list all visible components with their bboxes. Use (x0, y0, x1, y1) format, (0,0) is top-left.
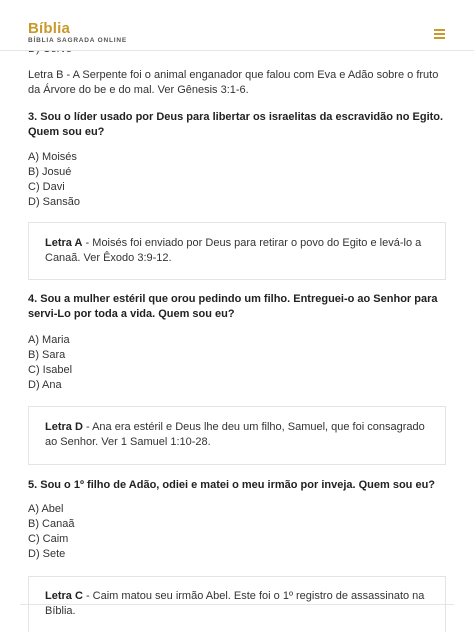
option-a: A) Moisés (28, 151, 77, 163)
option-d: D) Sansão (28, 196, 80, 208)
option-c: C) Isabel (28, 364, 73, 376)
question-3-title: 3. Sou o líder usado por Deus para libertar os israelitas da escravidão no Egito. Quem sou eu? (28, 111, 444, 138)
option-b: B) Josué (28, 166, 72, 178)
question-5-title: 5. Sou o 1º filho de Adão, odiei e matei o meu irmão por inveja. Quem sou eu? (28, 479, 436, 491)
answer-box-4 (28, 406, 446, 465)
question-4-options (28, 333, 72, 393)
option-a: A) Abel (28, 503, 64, 515)
question-4-title: 4. Sou a mulher estéril que orou pedindo um filho. Entreguei-o ao Senhor para servi-Lo por toda a vida. Quem sou eu? (28, 293, 438, 320)
logo-subtitle: BÍBLIA SAGRADA ONLINE (28, 37, 128, 44)
answer-text: - Moisés foi enviado por Deus para retirar o povo do Egito e levá-lo a Canaã. Ver Êxodo 3:9-12. (45, 237, 422, 264)
option-b: B) Sara (28, 349, 66, 361)
option-c: C) Caim (28, 533, 69, 545)
option-c: C) Davi (28, 181, 65, 193)
option-a: A) Maria (28, 334, 70, 346)
question-3-options (28, 150, 80, 210)
site-header (0, 0, 474, 51)
answer-letter: Letra C (45, 590, 83, 602)
prev-explanation: Letra B - A Serpente foi o animal enganador que falou com Eva e Adão sobre o fruto da Árvore do be e do mal. Ver Gênesis 3:1-6. (28, 69, 439, 96)
answer-letter: Letra D (45, 421, 83, 433)
answer-text: - Caim matou seu irmão Abel. Este foi o 1º registro de assassinato na Bíblia. (45, 590, 425, 617)
option-d: D) Sete (28, 548, 66, 560)
answer-text: - Ana era estéril e Deus lhe deu um filho, Samuel, que foi consagrado ao Senhor. Ver 1 Samuel 1:10-28. (45, 421, 425, 448)
logo-title: Bíblia (28, 20, 71, 37)
site-logo[interactable] (28, 21, 127, 45)
hamburger-icon[interactable] (434, 29, 445, 40)
bottom-divider (20, 604, 454, 605)
option-b: B) Canaã (28, 518, 75, 530)
question-5-options (28, 502, 74, 562)
answer-box-3 (28, 222, 446, 280)
answer-letter: Letra A (45, 237, 83, 249)
option-d: D) Ana (28, 379, 62, 391)
